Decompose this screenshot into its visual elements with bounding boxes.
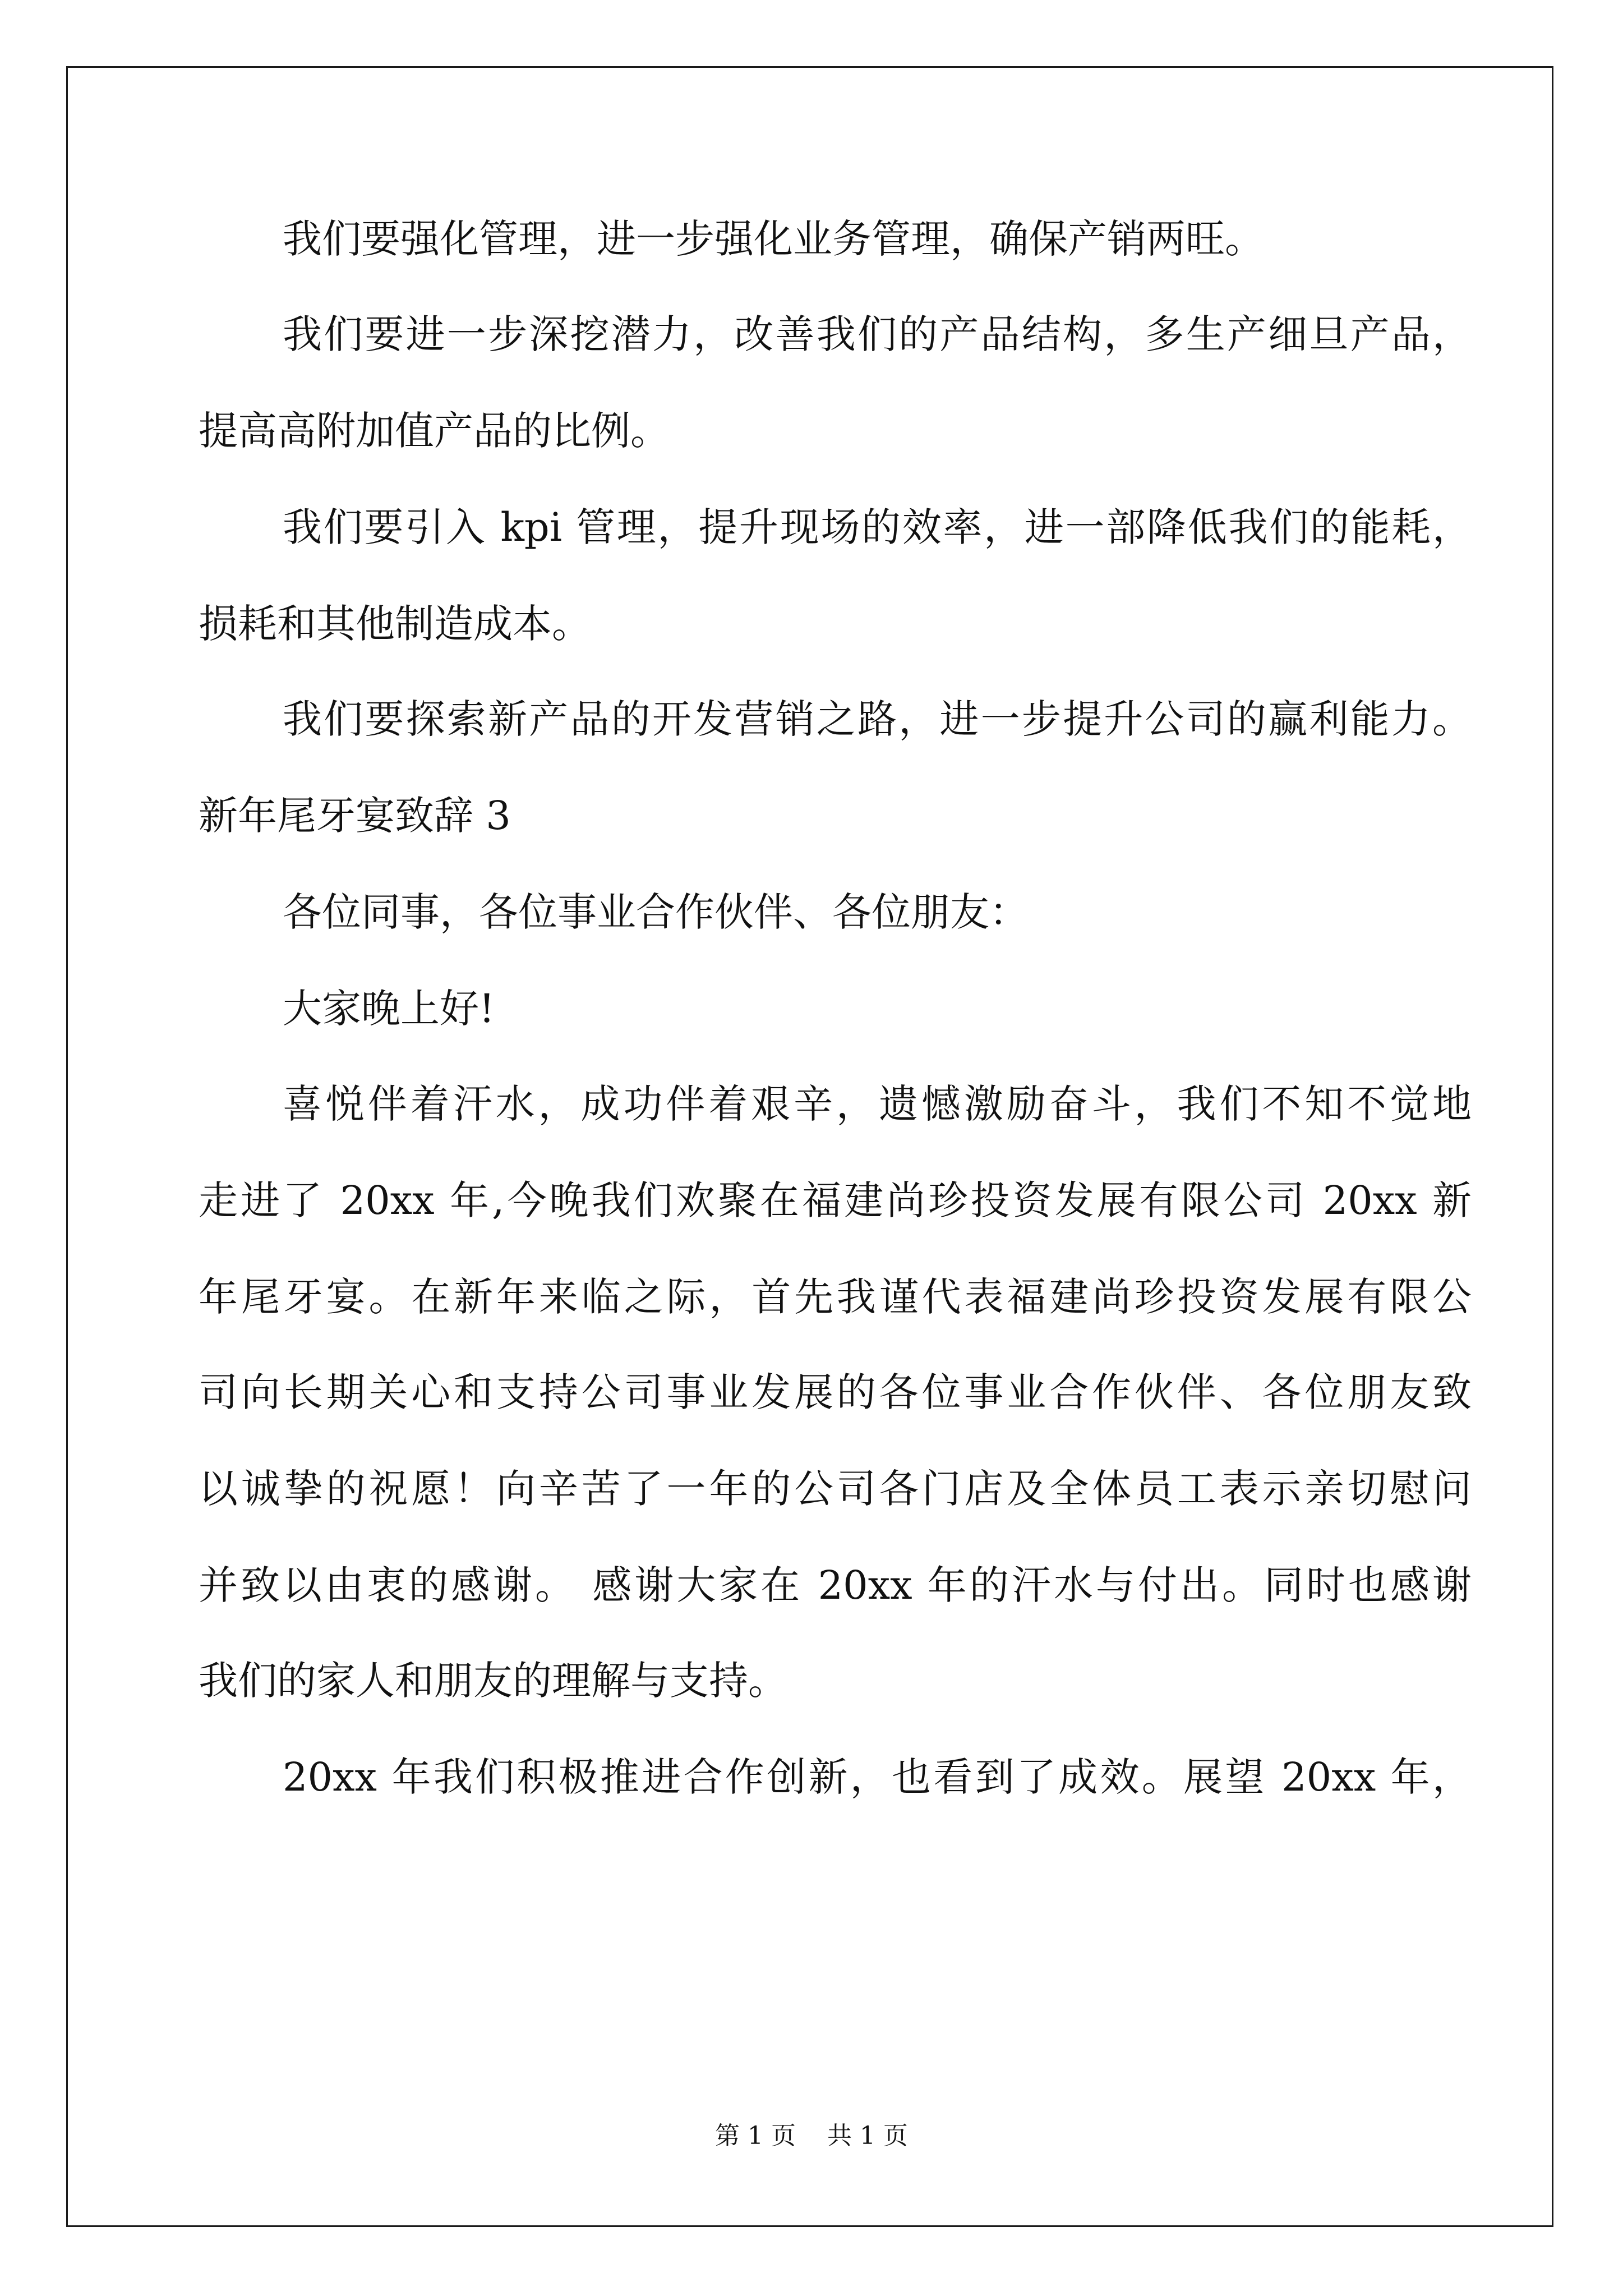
page-border	[66, 66, 1553, 2227]
page-number: 第 1 页	[715, 2122, 796, 2150]
salutation: 各位同事，各位事业合作伙伴、各位朋友：	[283, 889, 1029, 935]
greeting: 大家晚上好!	[283, 986, 495, 1032]
paragraph-line: 提高高附加值产品的比例。	[199, 408, 670, 454]
section-heading: 新年尾牙宴致辞 3	[199, 793, 511, 839]
paragraph-line: 走进了 20xx 年,今晚我们欢聚在福建尚珍投资发展有限公司 20xx 新	[199, 1177, 1472, 1223]
paragraph-line: 我们要引入 kpi 管理，提升现场的效率，进一部降低我们的能耗，	[283, 504, 1472, 550]
page-footer	[0, 2119, 1623, 2153]
paragraph-line: 我们的家人和朋友的理解与支持。	[199, 1658, 787, 1704]
paragraph-line: 我们要强化管理，进一步强化业务管理，确保产销两旺。	[283, 216, 1264, 262]
paragraph-line: 以诚挚的祝愿！向辛苦了一年的公司各门店及全体员工表示亲切慰问	[199, 1466, 1472, 1512]
paragraph-line: 喜悦伴着汗水，成功伴着艰辛，遗憾激励奋斗，我们不知不觉地	[283, 1081, 1472, 1127]
paragraph-line: 并致以由衷的感谢。 感谢大家在 20xx 年的汗水与付出。同时也感谢	[199, 1562, 1472, 1608]
paragraph-line: 年尾牙宴。在新年来临之际，首先我谨代表福建尚珍投资发展有限公	[199, 1274, 1472, 1320]
paragraph-line: 司向长期关心和支持公司事业发展的各位事业合作伙伴、各位朋友致	[199, 1369, 1472, 1415]
paragraph-line: 20xx 年我们积极推进合作创新，也看到了成效。展望 20xx 年，	[283, 1754, 1472, 1800]
paragraph-line: 我们要进一步深挖潜力，改善我们的产品结构，多生产细旦产品，	[283, 311, 1472, 357]
paragraph-line: 我们要探索新产品的开发营销之路，进一步提升公司的赢利能力。	[283, 696, 1472, 742]
paragraph-line: 损耗和其他制造成本。	[199, 601, 591, 647]
page-total: 共 1 页	[827, 2122, 908, 2150]
